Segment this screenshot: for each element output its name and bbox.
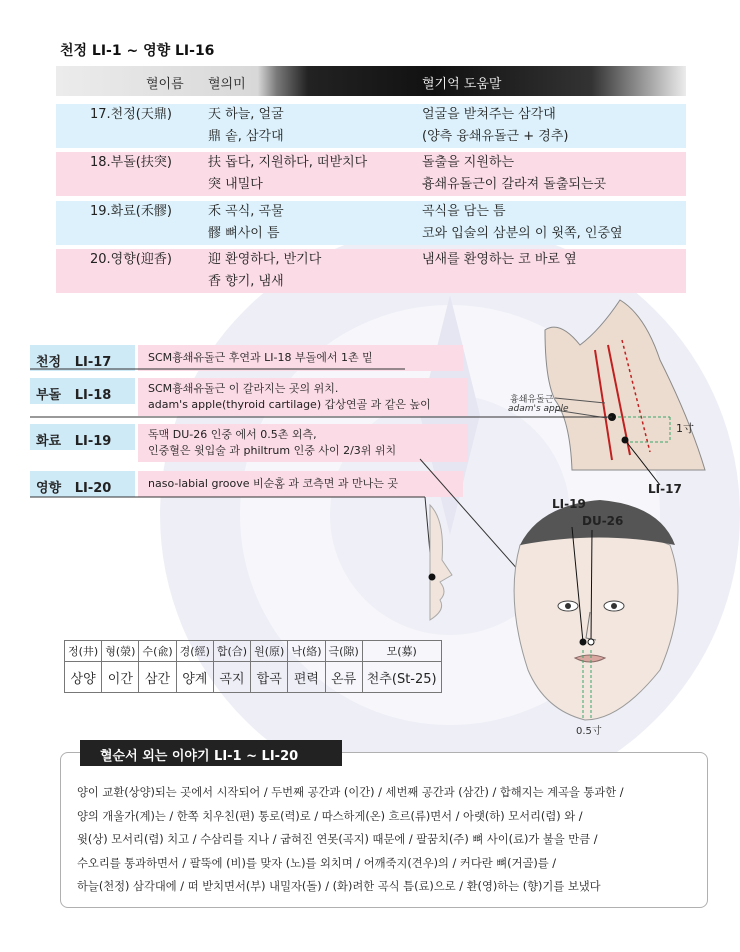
point-description: 인중혈은 윗입술 과 philtrum 인중 사이 2/3위 위치: [148, 444, 397, 457]
mnemonic-line: 돌출을 지원하는: [422, 155, 515, 170]
header-cell: 합(合): [213, 641, 250, 662]
neck-outline: [545, 300, 705, 470]
half-cun-label: 0.5寸: [576, 726, 602, 737]
meaning-line: 突 내밀다: [208, 177, 263, 192]
header-cell: 형(滎): [102, 641, 139, 662]
point-korean-name: 영향: [36, 481, 62, 496]
value-cell: 양계: [176, 662, 213, 693]
meaning-line: 香 향기, 냄새: [208, 274, 284, 289]
li19-label: LI-19: [552, 497, 586, 511]
story-line: 양의 개울가(계)는 / 한쪽 치우친(편) 통로(력)로 / 따스하게(온) 흐르(류)면서 / 아랫(하) 모서리(렴) 와 /: [77, 809, 583, 823]
mnemonic-story-box: [60, 752, 708, 908]
value-cell: 천추(St-25): [362, 662, 441, 693]
value-cell: 상양: [65, 662, 102, 693]
point-code: LI-20: [74, 481, 112, 496]
header-cell: 정(井): [65, 641, 102, 662]
point-name: 19.화료(禾髎): [90, 204, 172, 219]
point-description: adam's apple(thyroid cartilage) 갑상연골 과 같은 높이: [148, 398, 431, 411]
scm-label: 흉쇄유돌근: [510, 395, 554, 405]
li20-point: [429, 574, 436, 581]
header-cell: 극(隙): [325, 641, 362, 662]
value-cell: 곡지: [213, 662, 250, 693]
story-line: 양이 교환(상양)되는 곳에서 시작되어 / 두번째 공간과 (이간) / 세번째 공간과 (삼간) / 합해지는 계곡을 통과한 /: [77, 786, 624, 799]
mnemonic-line: 코와 입술의 삼분의 이 윗쪽, 인중옆: [422, 226, 623, 241]
meaning-line: 迎 환영하다, 반기다: [208, 252, 322, 267]
cun-label: 1寸: [676, 422, 694, 435]
point-name: 20.영향(迎香): [90, 252, 172, 267]
point-code: LI-18: [74, 388, 112, 403]
mnemonic-line: 냄새를 환영하는 코 바로 옆: [422, 252, 577, 267]
meaning-line: 天 하늘, 얼굴: [208, 107, 284, 122]
du26-label: DU-26: [582, 514, 624, 528]
story-line: 수오리를 통과하면서 / 팔뚝에 (비)를 맞자 (노)를 외치며 / 어깨죽지(견우)의 / 커다란 뼈(거골)를 /: [77, 856, 557, 870]
li19-point: [580, 639, 587, 646]
point-name: 18.부돌(扶突): [90, 155, 172, 170]
header-cell: 낙(絡): [288, 641, 325, 662]
story-title-tab: [80, 740, 342, 766]
table-header-row: [65, 641, 442, 662]
meaning-line: 扶 돕다, 지원하다, 떠받치다: [208, 155, 368, 170]
point-description: SCM흉쇄유돌근 후연과 LI-18 부돌에서 1촌 밑: [148, 351, 373, 364]
front-face: [514, 530, 678, 720]
mnemonic-line: 흉쇄유돌근이 갈라져 돌출되는곳: [422, 177, 607, 192]
point-korean-name: 천정: [36, 355, 62, 370]
story-line: 윗(상) 모서리(렴) 치고 / 수삼리를 지나 / 굽혀진 연못(곡지) 때문에 / 팔꿈치(주) 뼈 사이(료)가 불을 만큼 /: [77, 833, 598, 846]
meaning-line: 髎 뼈사이 틈: [208, 226, 280, 241]
header-cell: 모(募): [362, 641, 441, 662]
value-cell: 편력: [288, 662, 325, 693]
point-korean-name: 화료: [36, 434, 62, 449]
point-description: SCM흉쇄유돌근 이 갈라지는 곳의 위치.: [148, 382, 339, 395]
li17-label: LI-17: [648, 482, 682, 496]
point-korean-name: 부돌: [36, 388, 62, 403]
point-description: naso-labial groove 비순홈 과 코측면 과 만나는 곳: [148, 477, 398, 490]
meaning-line: 禾 곡식, 곡물: [208, 204, 284, 219]
header-point-name: 혈이름: [146, 77, 184, 92]
table-row: [65, 662, 442, 693]
point-name: 17.천정(天鼎): [90, 107, 172, 122]
right-pupil: [611, 603, 617, 609]
story-line: 하늘(천정) 삼각대에 / 떠 받치면서(부) 내밀자(돌) / (화)려한 곡식 틈(료)으로 / 환(영)하는 (향)기를 보냈다: [77, 880, 601, 893]
point-description: 독맥 DU-26 인중 에서 0.5촌 외측,: [148, 428, 317, 441]
page-title: 천정 LI-1 ~ 영향 LI-16: [60, 43, 215, 59]
header-cell: 수(兪): [139, 641, 176, 662]
adams-apple-label: adam's apple: [508, 404, 569, 414]
mnemonic-line: (양측 융쇄유돌근 + 경추): [422, 129, 569, 144]
value-cell: 이간: [102, 662, 139, 693]
story-title: 혈순서 외는 이야기 LI-1 ~ LI-20: [100, 749, 299, 764]
side-face: [430, 505, 452, 620]
mnemonic-line: 곡식을 담는 틈: [422, 204, 506, 219]
header-cell: 원(原): [251, 641, 288, 662]
header-point-meaning: 혈의미: [208, 77, 246, 92]
meaning-line: 鼎 솥, 삼각대: [208, 129, 284, 144]
point-code: LI-19: [74, 434, 112, 449]
du26-point: [588, 639, 594, 645]
header-cell: 경(經): [176, 641, 213, 662]
left-pupil: [565, 603, 571, 609]
point-code: LI-17: [74, 355, 112, 370]
meridian-points-table: [64, 640, 442, 693]
value-cell: 합곡: [251, 662, 288, 693]
header-mnemonic: 혈기억 도움말: [422, 77, 502, 92]
value-cell: 삼간: [139, 662, 176, 693]
mnemonic-line: 얼굴을 받쳐주는 삼각대: [422, 107, 556, 122]
value-cell: 온류: [325, 662, 362, 693]
